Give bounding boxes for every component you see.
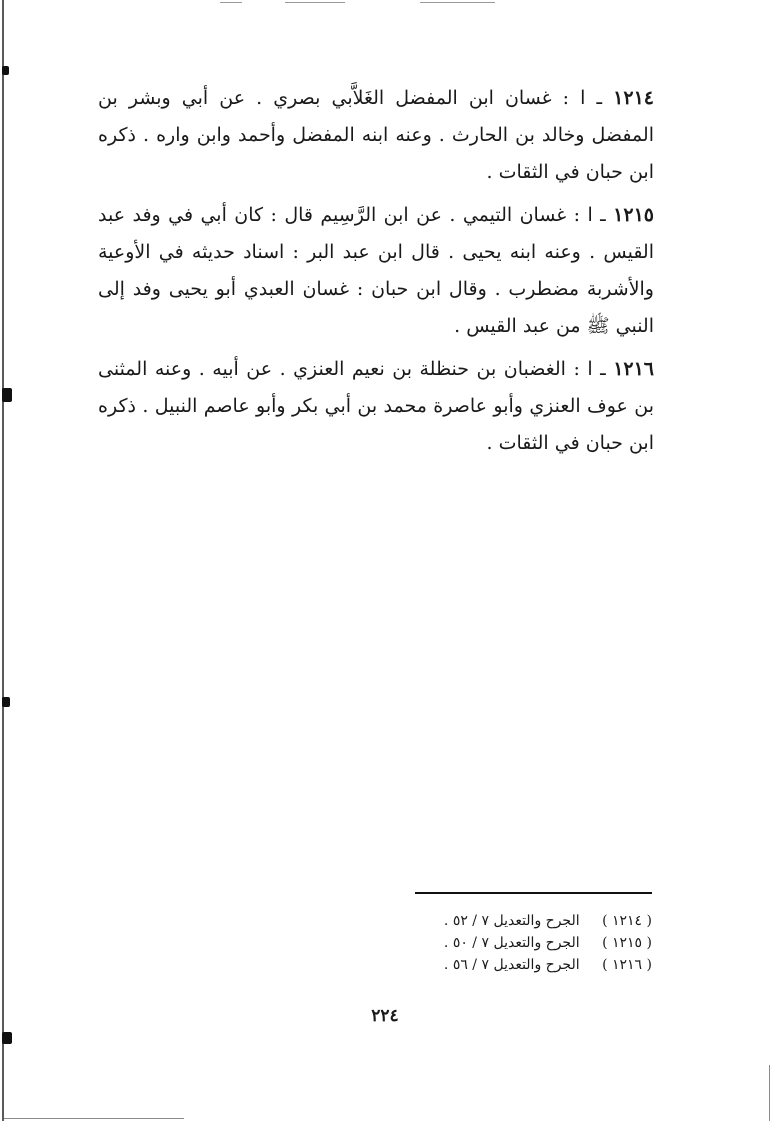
footnote [400, 932, 652, 954]
entry-dash: ـ [592, 358, 606, 380]
binding-hole-mark [2, 1032, 12, 1044]
footnote [400, 910, 652, 932]
entry-dash: ـ [592, 204, 606, 226]
footnote-text: الجرح والتعديل ٧ / ٥٠ . [443, 935, 580, 951]
entry-dash: ـ [585, 87, 603, 109]
scan-edge-bottom [4, 1118, 184, 1119]
entry-number: ١٢١٦ [613, 358, 655, 380]
scan-edge-top [285, 2, 345, 3]
binding-hole-mark [2, 697, 10, 707]
footnote-number: ( ١٢١٤ ) [602, 913, 652, 929]
footnote [400, 954, 652, 976]
entry-text: ا : غسان التيمي . عن ابن الرَّسِيم قال : كان أبي في وفد عبد القيس . وعنه ابنه يحيى . قال ابن عبد البر : اسناد حديثه في الأوعية والأشربة مضطرب . وقال ابن حبان : غسان العبدي أبو يحيى وفد إلى النبي ﷺ من عبد القيس . [98, 204, 654, 337]
footnote-divider [415, 892, 652, 894]
entry [98, 197, 654, 345]
entry [98, 351, 654, 462]
entry-text: ا : الغضبان بن حنظلة بن نعيم العنزي . عن أبيه . وعنه المثنى بن عوف العنزي وأبو عاصرة محمد بن أبي بكر وأبو عاصم النبيل . ذكره ابن حبان في الثقات . [98, 358, 654, 454]
footnote-number: ( ١٢١٦ ) [602, 957, 652, 973]
scan-edge-right [769, 1065, 770, 1121]
scan-edge-top [220, 2, 242, 3]
footnote-text: الجرح والتعديل ٧ / ٥٢ . [443, 913, 580, 929]
entry-number: ١٢١٥ [613, 204, 654, 226]
main-text [98, 80, 654, 468]
entry-number: ١٢١٤ [613, 87, 654, 109]
footnote-text: الجرح والتعديل ٧ / ٥٦ . [443, 957, 580, 973]
footnote-number: ( ١٢١٥ ) [602, 935, 652, 951]
footnotes [400, 910, 652, 976]
scan-edge-top [420, 2, 495, 3]
binding-hole-mark [2, 388, 12, 402]
scan-edge-left [2, 0, 4, 1121]
entry [98, 80, 654, 191]
page-number: ٢٢٤ [371, 1006, 399, 1026]
binding-hole-mark [2, 66, 9, 75]
entry-text: ا : غسان ابن المفضل الغَلاَّبي بصري . عن أبي وبشر بن المفضل وخالد بن الحارث . وعنه ابنه المفضل وأحمد وابن واره . ذكره ابن حبان في الثقات . [98, 87, 654, 183]
